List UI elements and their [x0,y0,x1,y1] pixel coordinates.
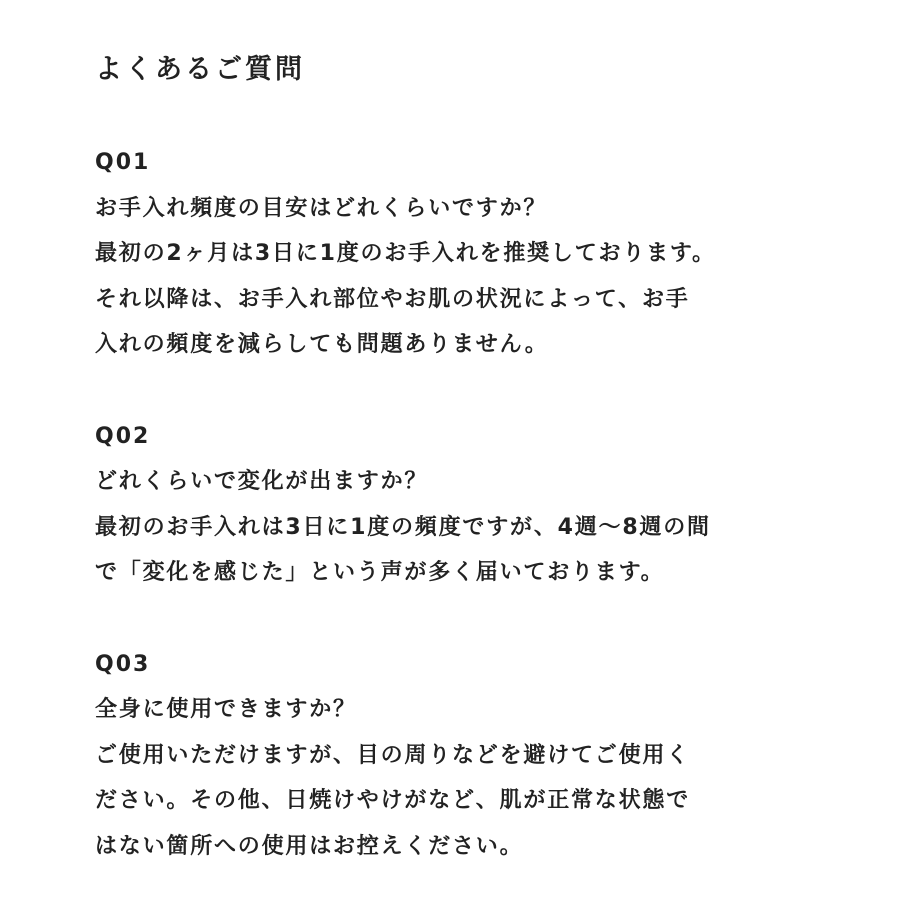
answer-line: 最初のお手入れは3日に1度の頻度ですが、4週〜8週の間 [95,514,711,540]
question-text: お手入れ頻度の目安はどれくらいですか？ [95,195,548,221]
answer-line: ださい。その他、日焼けやけがなど、肌が正常な状態で [95,788,691,813]
faq-list [95,140,875,869]
question-number: Q02 [95,423,151,449]
faq-item-q01 [95,140,875,368]
page-title: よくあるご質問 [95,54,305,85]
question-number: Q01 [95,150,151,175]
answer-line: はない箇所への使用はお控えください。 [95,833,524,859]
question-text: どれくらいで変化が出ますか？ [95,469,429,494]
question-number: Q03 [95,651,151,677]
faq-item-q03 [95,642,875,870]
answer-line: 入れの頻度を減らしても問題ありません。 [95,332,549,357]
answer-line: で「変化を感じた」という声が多く届いております。 [95,560,665,585]
answer-line: 最初の2ヶ月は3日に1度のお手入れを推奨しております。 [95,241,716,266]
faq-page [95,48,875,869]
answer-line: それ以降は、お手入れ部位やお肌の状況によって、お手 [95,286,690,312]
faq-item-q02 [95,414,875,596]
question-text: 全身に使用できますか？ [95,697,357,722]
answer-line: ご使用いただけますが、目の周りなどを避けてご使用く [95,742,691,768]
